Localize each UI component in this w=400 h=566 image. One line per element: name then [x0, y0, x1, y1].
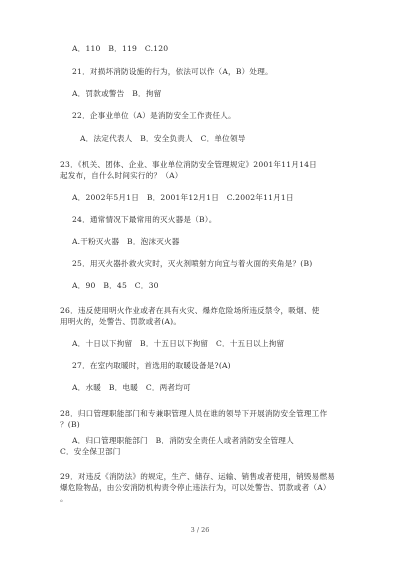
question-28-line-1: 28．归口管理职能部门和专兼职管理人员在谁的领导下开展消防安全管理工作 — [60, 409, 328, 418]
answer-options-line: A．110 B．119 C.120 — [72, 44, 169, 53]
question-23-line-2: 起发布，自什么时间实行的？（A） — [60, 171, 183, 180]
question-25: 25．用灭火器扑救火灾时，灭火剂喷射方向宜与着火面的夹角是？(B) — [72, 259, 313, 268]
answer-options-26: A．十日以下拘留 B．十五日以下拘留 C．十五日以上拘留 — [72, 339, 285, 348]
question-27: 27．在室内取暖时，首选用的取暖设备是?(A) — [72, 361, 231, 370]
answer-options-23: A．2002年5月1日 B．2001年12月1日 C.2002年11月1日 — [72, 193, 294, 202]
question-26-line-2: 用明火的，处警告、罚款或者(A)。 — [60, 317, 182, 326]
question-22: 22．企事业单位（A）是消防安全工作责任人。 — [72, 111, 236, 120]
question-26-line-1: 26．违反使用明火作业或者在具有火灾、爆炸危险场所违反禁令，吸烟、使 — [60, 306, 320, 315]
answer-options-21: A．罚款或警告 B．拘留 — [72, 89, 162, 98]
answer-options-28-c: C．安全保卫部门 — [60, 447, 121, 456]
answer-options-25: A．90 B．45 C．30 — [72, 281, 159, 290]
question-24: 24．通常情况下最常用的灭火器是（B）。 — [72, 215, 217, 224]
answer-options-24: A.干粉灭火器 B．泡沫灭火器 — [72, 237, 180, 246]
answer-options-22: A．法定代表人 B．安全负责人 C．单位领导 — [80, 134, 246, 143]
answer-options-28: A．归口管理职能部门 B．消防安全责任人或者消防安全管理人 — [72, 436, 294, 445]
question-29-line-2: 爆危险物品，由公安消防机构责令停止违法行为，可以处警告、罚款或者（A） — [60, 483, 331, 492]
page-number: 3 / 26 — [190, 526, 210, 534]
question-21: 21．对损坏消防设施的行为，依法可以作（A，B）处理。 — [72, 67, 273, 76]
answer-options-27: A．水暖 B．电暖 C．两者均可 — [72, 383, 191, 392]
question-29-line-1: 29．对违反《消防法》的规定，生产、储存、运输、销售或者使用，销毁易燃易 — [60, 472, 336, 481]
question-29-line-3: 。 — [60, 494, 68, 503]
question-23-line-1: 23．《机关、团体、企业、事业单位消防安全管理规定》2001年11月14日 — [60, 160, 317, 169]
question-28-line-2: ？(B) — [60, 420, 80, 429]
